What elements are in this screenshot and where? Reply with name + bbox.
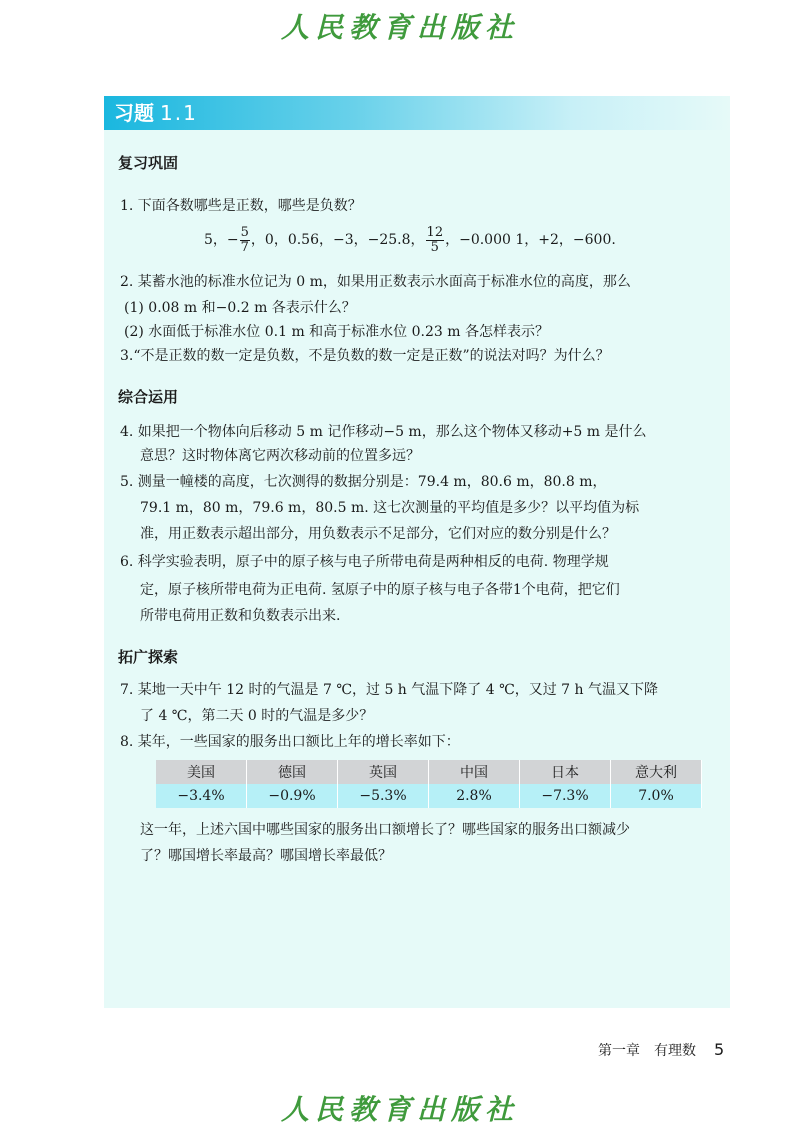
problem-4-line-2: 意思？这时物体离它两次移动前的位置多远？ [140,448,420,464]
fraction-denominator: 7 [240,239,249,255]
publisher-logo-bottom: 人民教育出版社 [280,1093,519,1126]
problem-1-numbers-post: ，−0.000 1，+2，−600. [445,232,616,248]
section-review: 复习巩固 [118,154,179,172]
section-extend: 拓广探索 [118,648,179,666]
exercise-title [114,100,198,126]
problem-1-numbers-mid: ，0，0.56，−3，−25.8， [250,232,425,248]
table-cell: 2.8% [429,784,520,808]
table-header-cell: 美国 [156,760,247,784]
problem-5-line-3: 准，用正数表示超出部分，用负数表示不足部分，它们对应的数分别是什么？ [140,526,616,542]
growth-rate-table [156,760,702,808]
table-header-cell: 英国 [338,760,429,784]
page-footer [598,1040,724,1060]
problem-7-line-1: 7. 某地一天中午 12 时的气温是 7 ℃，过 5 h 气温下降了 4 ℃，又过 7 h 气温又下降 [120,682,659,698]
problem-2-line-3: (2) 水面低于标准水位 0.1 m 和高于标准水位 0.23 m 各怎样表示？ [124,324,549,340]
fraction-denominator: 5 [430,239,439,255]
section-apply: 综合运用 [118,388,179,406]
exercise-panel [104,96,730,1008]
table-header-row [156,760,702,784]
problem-3-line-1: 3.“不是正数的数一定是负数，不是负数的数一定是正数”的说法对吗？为什么？ [120,348,610,364]
problem-6-line-2: 定，原子核所带电荷为正电荷. 氢原子中的原子核与电子各带1个电荷，把它们 [140,582,620,598]
table-cell: −3.4% [156,784,247,808]
problem-7-line-2: 了 4 ℃，第二天 0 时的气温是多少？ [140,708,374,724]
fraction-twelve-fifths [426,226,445,255]
table-cell: −0.9% [247,784,338,808]
fraction-numerator: 5 [240,224,249,240]
table-header-cell: 德国 [247,760,338,784]
table-header-cell: 意大利 [611,760,702,784]
table-cell: 7.0% [611,784,702,808]
problem-5-line-2: 79.1 m，80 m，79.6 m，80.5 m. 这七次测量的平均值是多少？以平均值为标 [140,500,640,516]
problem-8-question-line-1: 这一年，上述六国中哪些国家的服务出口额增长了？哪些国家的服务出口额减少 [140,822,630,838]
fraction-five-sevenths [240,226,250,255]
problem-8-line-1: 8. 某年，一些国家的服务出口额比上年的增长率如下： [120,734,460,750]
exercise-header [104,96,730,130]
problem-1-line-1: 1. 下面各数哪些是正数，哪些是负数？ [120,198,362,214]
publisher-logo-top: 人民教育出版社 [280,11,519,44]
problem-8-question-line-2: 了？哪国增长率最高？哪国增长率最低？ [140,848,392,864]
fraction-numerator: 12 [426,224,444,240]
problem-6-line-3: 所带电荷用正数和负数表示出来. [140,608,341,624]
exercise-title-number: 1.1 [160,101,198,125]
page-number: 5 [714,1040,725,1059]
problem-6-line-1: 6. 科学实验表明，原子中的原子核与电子所带电荷是两种相反的电荷. 物理学规 [120,554,609,570]
exercise-title-text: 习题 [114,101,154,125]
problem-1-numbers [204,225,616,255]
table-header-cell: 中国 [429,760,520,784]
table-header-cell: 日本 [520,760,611,784]
problem-2-line-2: (1) 0.08 m 和−0.2 m 各表示什么？ [124,300,356,316]
table-cell: −7.3% [520,784,611,808]
problem-4-line-1: 4. 如果把一个物体向后移动 5 m 记作移动−5 m，那么这个物体又移动+5 m 是什么 [120,424,647,440]
table-cell: −5.3% [338,784,429,808]
problem-5-line-1: 5. 测量一幢楼的高度，七次测得的数据分别是：79.4 m，80.6 m，80.8 m， [120,474,607,490]
problem-2-line-1: 2. 某蓄水池的标准水位记为 0 m，如果用正数表示水面高于标准水位的高度，那么 [120,274,631,290]
problem-1-numbers-pre: 5，− [204,232,239,248]
table-row [156,784,702,808]
chapter-label: 第一章 有理数 [598,1043,696,1059]
